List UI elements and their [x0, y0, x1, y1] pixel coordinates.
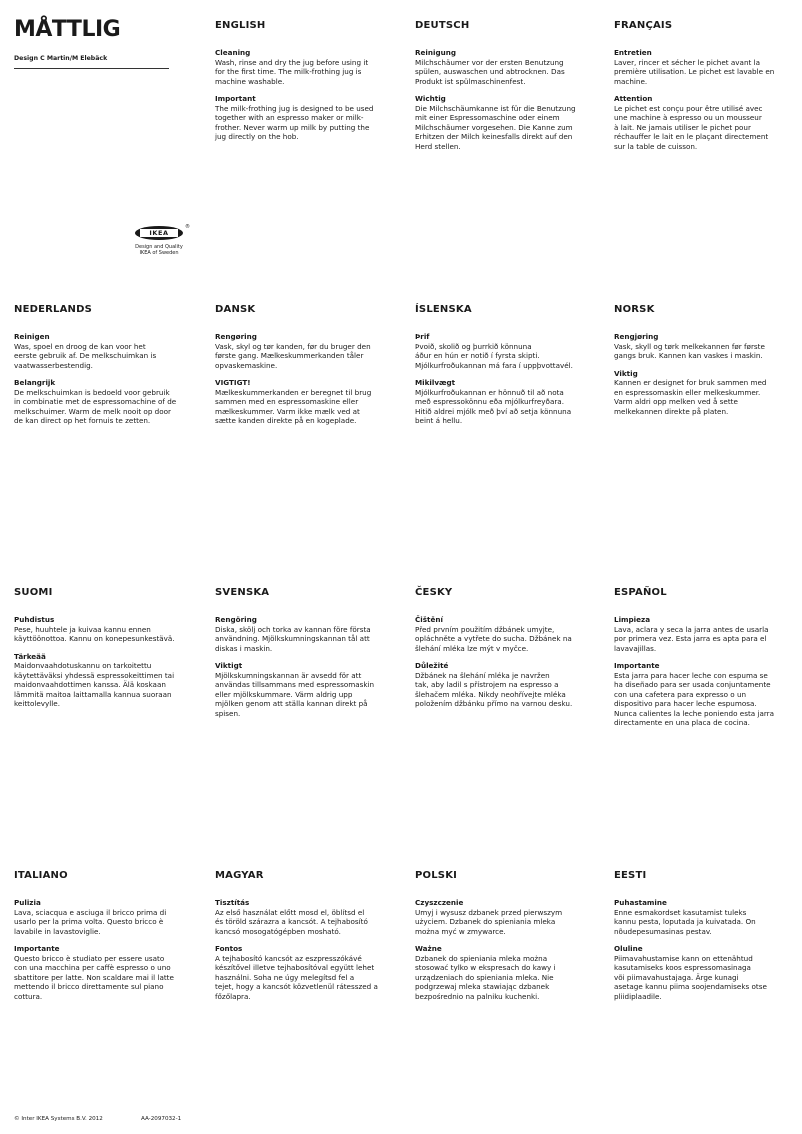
language-block: [215, 870, 393, 1009]
section-title: Limpieza: [614, 615, 651, 624]
section-body: Před prvním použitím džbánek umyjte, opláchněte a vytřete do sucha. Džbánek na šlehání mléka lze mýt v myčce.: [415, 624, 572, 653]
instruction-section: [14, 332, 192, 370]
language-block: [14, 587, 192, 717]
instruction-section: [415, 378, 593, 426]
section-title: Pulizia: [14, 898, 41, 907]
instruction-section: [415, 615, 593, 653]
instruction-section: [215, 898, 393, 936]
instruction-section: [215, 332, 393, 370]
section-body: Dzbanek do spieniania mleka można stosować tylko w ekspresach do kawy i urządzeniach do spieniania mleka. Nie podgrzewaj mleka stawiając dzbanek bezpośrednio na palniku kuchenki.: [415, 953, 556, 1001]
section-title: Cleaning: [215, 48, 251, 57]
section-body: Džbánek na šlehání mléka je navržen tak, aby ladil s přístrojem na espresso a šlehačem mléka. Nikdy neohřívejte mléka položením džbánku přímo na varnou desku.: [415, 670, 573, 708]
section-body: Vask, skyll og tørk melkekannen før første gangs bruk. Kannen kan vaskes i maskin.: [614, 341, 765, 360]
section-title: Tisztítás: [215, 898, 250, 907]
section-body: Milchschäumer vor der ersten Benutzung spülen, auswaschen und abtrocknen. Das Produkt ist spülmaschinenfest.: [415, 57, 565, 86]
language-heading: ÍSLENSKA: [415, 304, 472, 315]
language-block: [614, 870, 792, 1009]
section-body: Pese, huuhtele ja kuivaa kannu ennen käyttöönottoa. Kannu on konepesunkestävä.: [14, 624, 175, 643]
language-heading: SUOMI: [14, 587, 53, 598]
section-body: Esta jarra para hacer leche con espuma se ha diseñado para ser usada conjuntamente con una cafetera para expresso o un dispositivo para hacer leche espumosa. Nunca calientes la leche poniendo esta jarra directamente en una placa de cocina.: [614, 670, 775, 727]
section-body: Wash, rinse and dry the jug before using it for the first time. The milk-frothing jug is machine washable.: [215, 57, 369, 86]
section-title: Importante: [614, 661, 660, 670]
ikea-wordmark: IKEA: [140, 229, 178, 237]
article-code: AA-2097032-1: [141, 1116, 182, 1122]
section-title: Čištění: [415, 615, 443, 624]
section-title: Þrif: [415, 332, 430, 341]
section-body: Lava, sciacqua e asciuga il bricco prima di usarlo per la prima volta. Questo bricco è lavabile in lavastoviglie.: [14, 907, 167, 936]
instruction-section: [614, 94, 792, 151]
section-title: Viktig: [614, 368, 638, 378]
language-heading: SVENSKA: [215, 587, 270, 598]
language-block: [14, 870, 192, 1009]
instruction-section: [614, 615, 792, 653]
instruction-section: [14, 652, 192, 709]
ikea-logo-mark: [135, 224, 190, 240]
language-block: [614, 20, 792, 159]
logo-tagline-line2: IKEA of Sweden: [139, 250, 179, 256]
instruction-section: [614, 898, 792, 936]
section-title: Důležité: [415, 661, 449, 670]
language-heading: ESPAÑOL: [614, 587, 667, 598]
instruction-section: [415, 944, 593, 1001]
section-body: The milk-frothing jug is designed to be used together with an espresso maker or milk- frother. Never warm up milk by putting the jug directly on the hob.: [215, 103, 374, 141]
section-title: Rengøring: [215, 332, 257, 341]
section-title: VIGTIGT!: [215, 378, 251, 387]
section-body: Was, spoel en droog de kan voor het eerste gebruik af. De melkschuimkan is vaatwasserbestendig.: [14, 341, 157, 370]
section-title: Reinigung: [415, 48, 456, 57]
section-body: Piimavahustamise kann on ettenähtud kasutamiseks koos espressomasinaga või piimavahustajaga. Ärge kunagi asetage kannu piima soojendamiseks otse pliidiplaadile.: [614, 953, 767, 1001]
section-title: Viktigt: [215, 661, 243, 670]
language-block: [415, 304, 593, 434]
instruction-section: [14, 615, 192, 644]
registered-mark: ®: [185, 224, 190, 230]
section-title: Czyszczenie: [415, 898, 464, 907]
section-title: Reinigen: [14, 332, 50, 341]
language-heading: DEUTSCH: [415, 20, 470, 31]
section-body: Maidonvaahdotuskannu on tarkoitettu käytettäväksi yhdessä espressokeittimen tai maidonvaahdottimen kanssa. Älä koskaan lämmitä maitoa laittamalla kannua suoraan keittolevylle.: [14, 661, 175, 708]
logo-tagline: [130, 244, 188, 256]
section-title: Entretien: [614, 48, 652, 57]
language-block: [215, 587, 393, 726]
instruction-section: [614, 944, 792, 1001]
language-heading: ENGLISH: [215, 20, 266, 31]
language-heading: NEDERLANDS: [14, 304, 93, 315]
language-block: [14, 304, 192, 434]
instruction-section: [215, 378, 393, 426]
section-title: Ważne: [415, 944, 442, 953]
language-block: [415, 587, 593, 717]
copyright-notice: © Inter IKEA Systems B.V. 2012: [14, 1116, 103, 1122]
section-body: Umyj i wysusz dzbanek przed pierwszym użyciem. Dzbanek do spieniania mleka można myć w zmywarce.: [415, 907, 563, 936]
language-block: [415, 870, 593, 1009]
section-title: Belangrijk: [14, 378, 56, 387]
language-heading: ITALIANO: [14, 870, 68, 881]
section-title: Rengöring: [215, 615, 257, 624]
instruction-section: [415, 94, 593, 151]
logo-tagline-line1: Design and Quality: [135, 244, 183, 250]
section-body: Diska, skölj och torka av kannan före första användning. Mjölkskumningskannan tål att diskas i maskin.: [215, 624, 371, 653]
language-heading: EESTI: [614, 870, 647, 881]
instruction-section: [215, 944, 393, 1001]
instruction-section: [215, 661, 393, 718]
instruction-section: [215, 615, 393, 653]
language-heading: NORSK: [614, 304, 655, 315]
section-title: Fontos: [215, 944, 243, 953]
section-title: Oluline: [614, 944, 643, 953]
section-body: Enne esmakordset kasutamist tuleks kannu pesta, loputada ja kuivatada. On nõudepesumasinas pestav.: [614, 907, 756, 936]
instruction-section: [415, 661, 593, 709]
section-body: Laver, rincer et sécher le pichet avant la première utilisation. Le pichet est lavable en machine.: [614, 57, 775, 86]
section-body: Kannen er designet for bruk sammen med en espressomaskin eller melkeskummer. Varm aldri opp melken ved å sette melkekannen direkte på platen.: [614, 378, 767, 416]
section-title: Importante: [14, 944, 60, 953]
section-body: Mjólkurfroðukannan er hönnuð til að nota með espressokönnu eða mjólkurfreyðara. Hitið aldrei mjólk með því að setja könnuna beint á hellu.: [415, 387, 572, 425]
section-body: A tejhabosító kancsót az eszpresszókávé készítővel illetve tejhabosítóval együtt lehet használni. Soha ne úgy melegítsd fel a tejet, hogy a kancsót közvetlenül rátesszed a főzőlapra.: [215, 953, 378, 1001]
section-title: Wichtig: [415, 94, 446, 103]
section-body: Þvoið, skolið og þurrkið könnuna áður en hún er notið í fyrsta skipti. Mjólkurfroðukannan má fara í uppþvottavél.: [415, 341, 573, 370]
section-body: Mælkeskummerkanden er beregnet til brug sammen med en espressomaskine eller mælkeskummer. Varm ikke mælk ved at sætte kanden direkte på en kogeplade.: [215, 387, 372, 425]
language-heading: FRANÇAIS: [614, 20, 673, 31]
section-title: Tärkeää: [14, 651, 46, 661]
product-title: MÅTTLIG: [14, 17, 121, 42]
instruction-section: [14, 898, 192, 936]
language-block: [614, 587, 792, 736]
section-body: Questo bricco è studiato per essere usato con una macchina per caffè espresso o uno sbattitore per latte. Non scaldare mai il latte mettendo il bricco direttamente sul piano cottura.: [14, 953, 174, 1001]
language-heading: POLSKI: [415, 870, 458, 881]
language-block: [215, 304, 393, 434]
section-body: Die Milchschäumkanne ist für die Benutzung mit einer Espressomaschine oder einem Milchschäumer vorgesehen. Die Kanne zum Erhitzen der Milch keinesfalls direkt auf den Herd stellen.: [415, 103, 576, 151]
section-body: Az első használat előtt mosd el, öblítsd el és töröld szárazra a kancsót. A tejhabosító kancsó mosogatógépben mosható.: [215, 907, 368, 936]
section-body: De melkschuimkan is bedoeld voor gebruik in combinatie met de espressomachine of de melkschuimer. Warm de melk nooit op door de kan direct op het fornuis te zetten.: [14, 387, 177, 425]
section-title: Important: [215, 94, 256, 103]
instruction-section: [415, 332, 593, 370]
language-heading: DANSK: [215, 304, 256, 315]
language-block: [614, 304, 792, 424]
header-divider: [14, 68, 169, 69]
section-title: Rengjøring: [614, 332, 659, 341]
instruction-section: [215, 48, 393, 86]
section-body: Lava, aclara y seca la jarra antes de usarla por primera vez. Esta jarra es apta para el lavavajillas.: [614, 624, 769, 653]
designer-credit: Design C Martin/M Elebäck: [14, 55, 108, 62]
instruction-section: [614, 48, 792, 86]
section-title: Mikilvægt: [415, 378, 456, 387]
section-title: Puhastamine: [614, 898, 667, 907]
language-heading: ČESKY: [415, 587, 453, 598]
section-body: Vask, skyl og tør kanden, før du bruger den første gang. Mælkeskummerkanden tåler opvaskemaskine.: [215, 341, 371, 370]
instruction-section: [215, 94, 393, 142]
ikea-logo: [130, 226, 188, 256]
instruction-section: [614, 332, 792, 361]
section-title: Attention: [614, 94, 653, 103]
section-title: Puhdistus: [14, 615, 55, 624]
instruction-section: [14, 944, 192, 1001]
language-heading: MAGYAR: [215, 870, 264, 881]
instruction-section: [614, 661, 792, 728]
section-body: Le pichet est conçu pour être utilisé avec une machine à espresso ou un mousseur à lait. Ne jamais utiliser le pichet pour réchauffer le lait en le plaçant directement sur la table de cuisson.: [614, 103, 769, 151]
language-block: [215, 20, 393, 150]
instruction-section: [415, 898, 593, 936]
language-block: [415, 20, 593, 159]
section-body: Mjölkskumningskannan är avsedd för att användas tillsammans med espressomaskin eller mjölkskummare. Värm aldrig upp mjölken genom att ställa kannan direkt på spisen.: [215, 670, 375, 718]
instruction-section: [415, 48, 593, 86]
instruction-section: [614, 369, 792, 417]
instruction-section: [14, 378, 192, 426]
